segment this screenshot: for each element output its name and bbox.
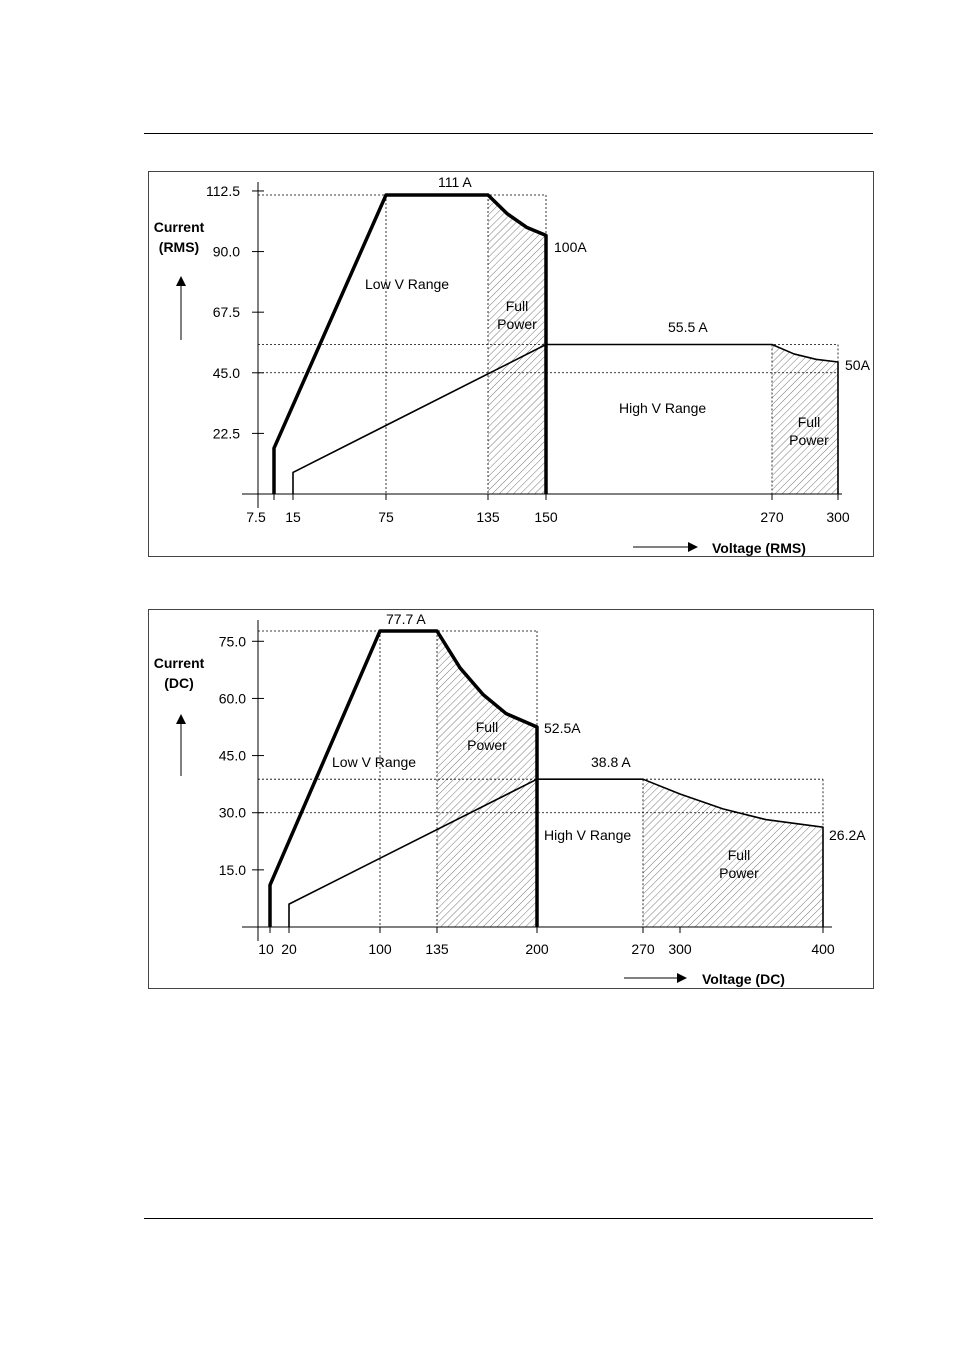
x-tick-label: 15 (285, 509, 301, 525)
y-tick-label: 15.0 (218, 861, 246, 878)
y-tick-label: 67.5 (212, 304, 240, 321)
full-power-label-low-line2: Power (497, 316, 537, 332)
x-tick-label: 20 (281, 941, 297, 957)
full-power-label-low-line1: Full (505, 298, 529, 314)
y-tick-label: 30.0 (218, 804, 246, 821)
ac-chart (148, 171, 874, 557)
y-axis-label-line2: (DC) (164, 675, 194, 691)
x-tick-label: 7.5 (246, 509, 266, 525)
dc-chart-svg (149, 610, 873, 988)
x-tick-label: 270 (631, 941, 655, 957)
ac-chart-svg (149, 172, 873, 556)
y-axis-label-line1: Current (153, 655, 205, 671)
x-axis-arrow-icon (688, 542, 698, 552)
annotation-peak-high: 38.8 A (591, 754, 631, 770)
full-power-label-low-line2: Power (467, 737, 507, 753)
x-tick-label: 300 (826, 509, 850, 525)
x-tick-label: 300 (668, 941, 692, 957)
x-tick-label: 75 (378, 509, 394, 525)
full-power-label-high-line1: Full (797, 414, 821, 430)
x-tick-label: 200 (525, 941, 549, 957)
y-axis-arrow-icon (176, 714, 186, 724)
header-rule (144, 133, 873, 134)
annotation-end-high: 26.2A (829, 827, 866, 843)
y-axis-label-line1: Current (153, 219, 205, 235)
x-tick-label: 135 (476, 509, 500, 525)
x-tick-label: 270 (760, 509, 784, 525)
full-power-label-high-line2: Power (719, 865, 759, 881)
region-label-high-v-range: High V Range (544, 827, 632, 843)
y-tick-label: 75.0 (218, 633, 246, 650)
region-label-high-v-range: High V Range (619, 400, 707, 416)
full-power-label-low-line1: Full (475, 719, 499, 735)
series-line-high-v-range (293, 345, 838, 495)
annotation-end-low: 100A (554, 239, 587, 255)
region-label-low-v-range: Low V Range (365, 276, 450, 292)
x-axis-label: Voltage (RMS) (712, 540, 806, 556)
dc-chart (148, 609, 874, 989)
full-power-label-high-line1: Full (727, 847, 751, 863)
annotation-peak-low: 111 A (438, 174, 472, 190)
y-tick-label: 45.0 (218, 747, 246, 764)
x-tick-label: 150 (534, 509, 558, 525)
annotation-end-low: 52.5A (544, 720, 581, 736)
x-axis-label: Voltage (DC) (702, 971, 785, 987)
full-power-region-low (488, 195, 546, 494)
x-tick-label: 100 (368, 941, 392, 957)
y-tick-label: 45.0 (212, 364, 240, 381)
x-tick-label: 135 (425, 941, 449, 957)
x-tick-label: 10 (258, 941, 274, 957)
annotation-peak-high: 55.5 A (668, 319, 708, 335)
y-tick-label: 112.5 (206, 182, 240, 199)
region-label-low-v-range: Low V Range (332, 754, 417, 770)
y-axis-label-line2: (RMS) (158, 239, 200, 255)
annotation-end-high: 50A (845, 357, 870, 373)
x-axis-arrow-icon (677, 973, 687, 983)
x-tick-label: 400 (811, 941, 835, 957)
y-tick-label: 90.0 (212, 243, 240, 260)
full-power-label-high-line2: Power (789, 432, 829, 448)
y-axis-arrow-icon (176, 276, 186, 286)
footer-rule (144, 1218, 873, 1219)
y-tick-label: 60.0 (218, 690, 246, 707)
annotation-peak-low: 77.7 A (386, 611, 426, 627)
y-tick-label: 22.5 (212, 425, 240, 442)
